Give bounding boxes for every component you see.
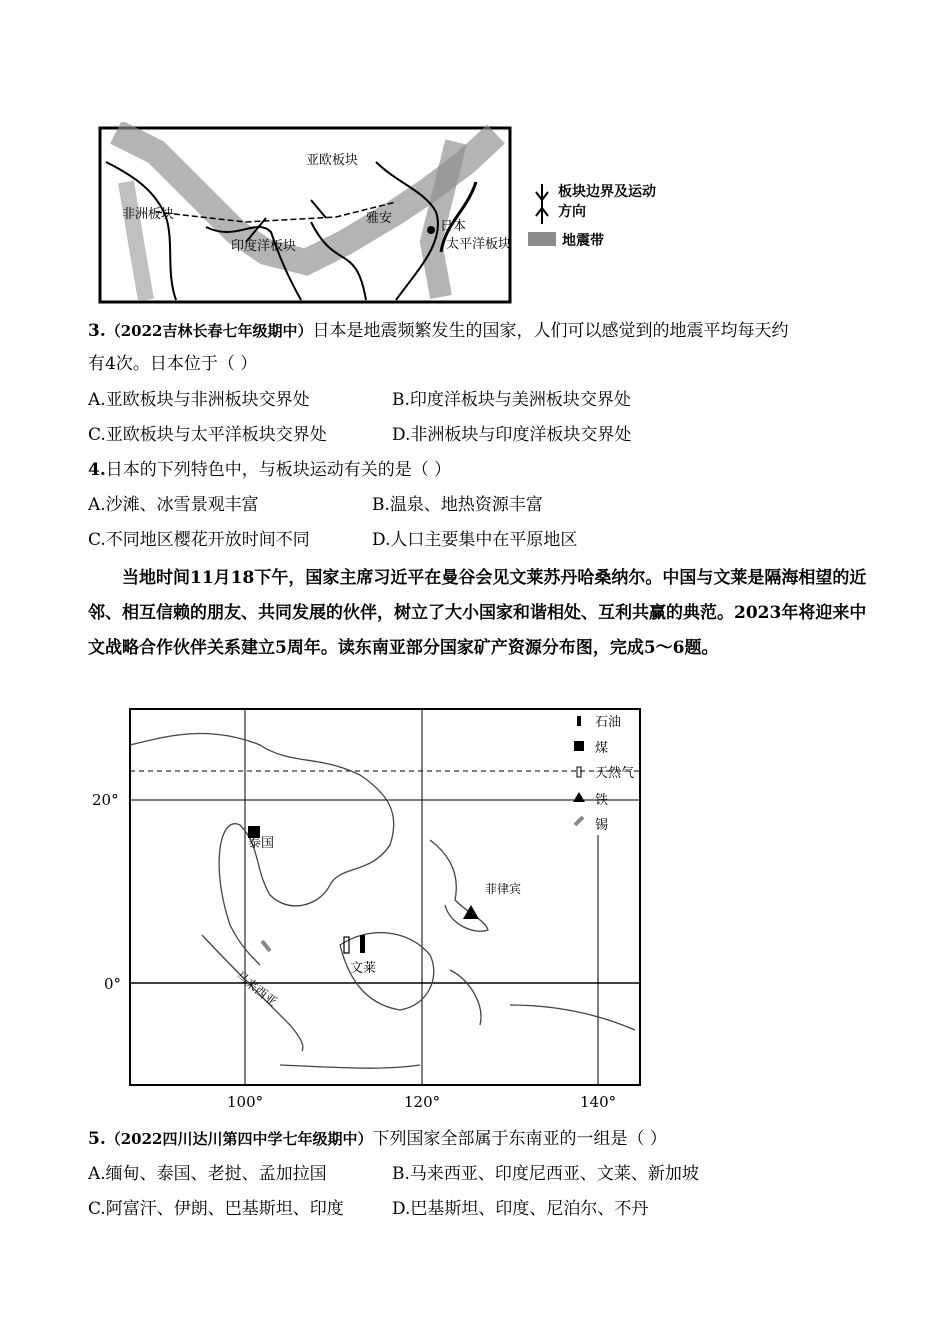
q5-option-d[interactable]: D.巴基斯坦、印度、尼泊尔、不丹 <box>392 1199 649 1219</box>
label-african-plate: 非洲板块 <box>122 207 175 222</box>
q5-source: （2022四川达川第四中学七年级期中） <box>105 1130 373 1148</box>
q3-option-b[interactable]: B.印度洋板块与美洲板块交界处 <box>392 390 631 410</box>
place-thailand: 泰国 <box>248 836 275 851</box>
q5-option-c[interactable]: C.阿富汗、伊朗、巴基斯坦、印度 <box>88 1199 344 1219</box>
q5-option-a[interactable]: A.缅甸、泰国、老挝、孟加拉国 <box>88 1164 327 1184</box>
place-philippines <box>485 881 521 896</box>
q4-stem: 日本的下列特色中，与板块运动有关的是（ ） <box>105 460 452 480</box>
plate-map-figure <box>96 122 656 307</box>
lat-equator: 0° <box>104 975 122 993</box>
q5-number: 5. <box>88 1129 106 1149</box>
legend-iron: 铁 <box>595 793 609 808</box>
legend-gas: 天然气 <box>595 766 635 781</box>
q4-stem-line <box>88 456 451 484</box>
lon-140e: 140° <box>580 1093 617 1111</box>
label-yaan: 雅安 <box>366 211 393 226</box>
legend-plate-boundary: 板块边界及运动方向 <box>558 184 656 220</box>
q5-stem-line <box>88 1125 667 1153</box>
reading-passage: 当地时间11月18下午，国家主席习近平在曼谷会见文莱苏丹哈桑纳尔。中国与文莱是隔海相望的近邻、相互信赖的朋友、共同发展的伙伴，树立了大小国家和谐相处、互利共赢的典范。2023年将迎来中文战略合作伙伴关系建立5周年。读东南亚部分国家矿产资源分布图，完成5～6题。 <box>88 568 867 658</box>
q5-stem: 下列国家全部属于东南亚的一组是（ ） <box>372 1129 667 1149</box>
q3-option-d[interactable]: D.非洲板块与印度洋板块交界处 <box>392 425 632 445</box>
q3-source: （2022吉林长春七年级期中） <box>105 322 313 340</box>
lon-100e: 100° <box>227 1093 264 1111</box>
legend-oil: 石油 <box>595 715 622 730</box>
legend-tin: 锡 <box>595 818 609 833</box>
q5-option-b[interactable]: B.马来西亚、印度尼西亚、文莱、新加坡 <box>392 1164 699 1184</box>
label-eurasian-plate: 亚欧板块 <box>306 153 359 168</box>
place-philippines-text: 菲律宾 <box>485 882 522 896</box>
southeast-asia-mineral-map <box>90 705 650 1120</box>
place-brunei: 文莱 <box>350 961 377 976</box>
place-malaysia: 马来西亚 <box>233 968 280 1009</box>
q4-option-d[interactable]: D.人口主要集中在平原地区 <box>372 530 578 550</box>
q3-option-a[interactable]: A.亚欧板块与非洲板块交界处 <box>88 390 310 410</box>
q4-option-c[interactable]: C.不同地区樱花开放时间不同 <box>88 530 310 550</box>
q3-stem-line2: 有4次。日本位于（ ） <box>88 354 258 374</box>
q3-stem-line1 <box>88 317 789 345</box>
legend-coal: 煤 <box>595 741 609 756</box>
label-indian-plate: 印度洋板块 <box>231 239 297 254</box>
lon-120e: 120° <box>404 1093 441 1111</box>
label-pacific-plate: 太平洋板块 <box>446 237 512 252</box>
q4-option-b[interactable]: B.温泉、地热资源丰富 <box>372 495 543 515</box>
legend-seismic-belt: 地震带 <box>562 233 604 249</box>
q3-number: 3. <box>88 321 106 341</box>
label-japan: 日本 <box>440 219 467 234</box>
q4-option-a[interactable]: A.沙滩、冰雪景观丰富 <box>88 495 259 515</box>
lat-20n: 20° <box>92 791 119 809</box>
q3-option-c[interactable]: C.亚欧板块与太平洋板块交界处 <box>88 425 327 445</box>
q4-number: 4. <box>88 460 106 480</box>
q3-stem: 日本是地震频繁发生的国家，人们可以感觉到的地震平均每天约 <box>312 321 789 341</box>
